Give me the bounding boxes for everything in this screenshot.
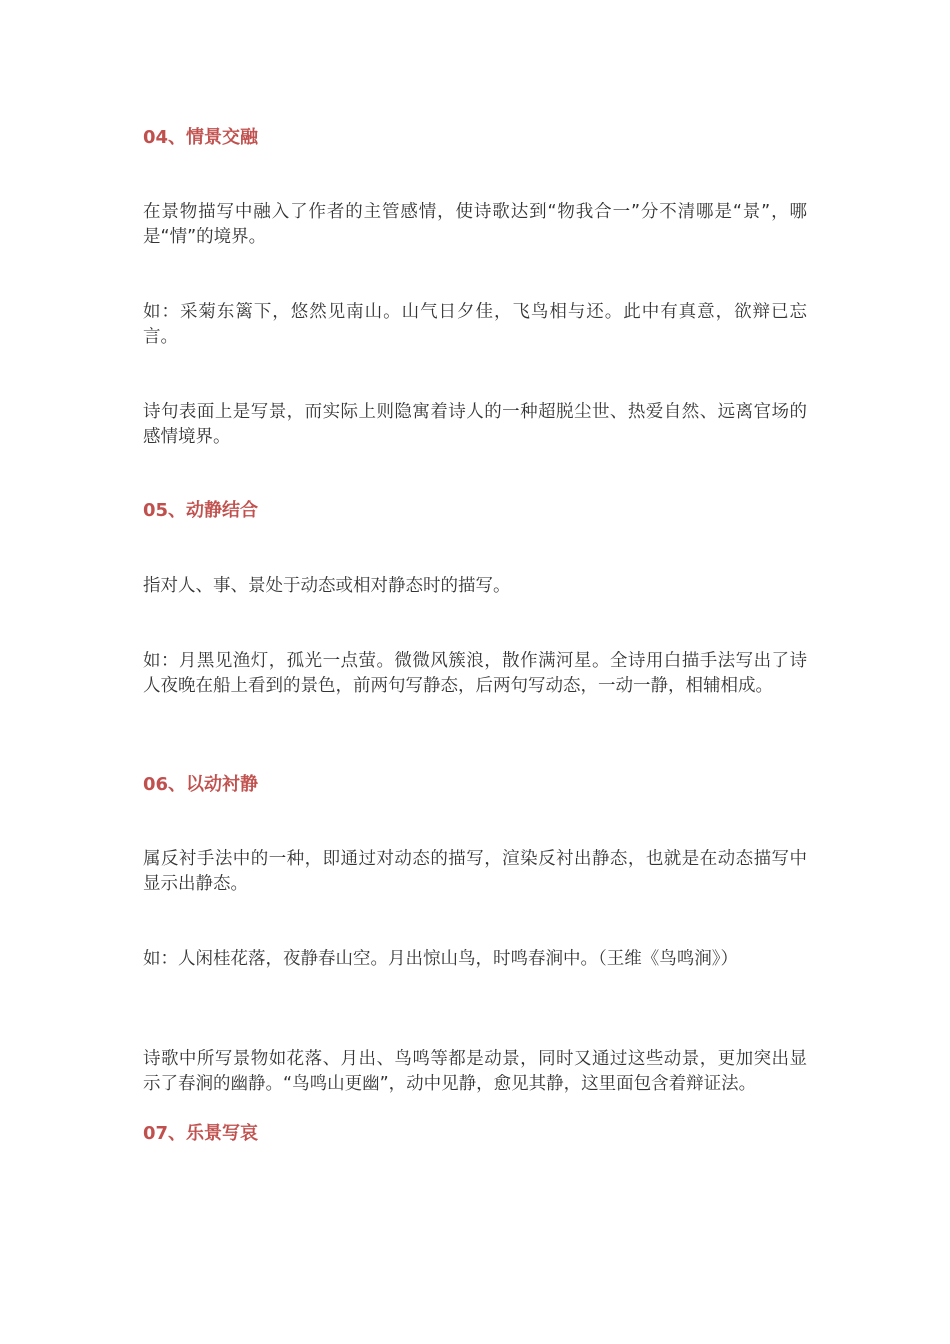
paragraph-06-analysis: 诗歌中所写景物如花落、月出、鸟鸣等都是动景，同时又通过这些动景，更加突出显示了春涧的幽静。“鸟鸣山更幽”，动中见静，愈见其静，这里面包含着辩证法。	[143, 1049, 807, 1094]
section-heading-06: 06、以动衬静	[143, 774, 259, 795]
paragraph-04-definition: 在景物描写中融入了作者的主管感情，使诗歌达到“物我合一”分不清哪是“景”，哪是“情”的境界。	[143, 202, 807, 247]
paragraph-06-example: 如：人闲桂花落，夜静春山空。月出惊山鸟，时鸣春涧中。（王维《鸟鸣涧》）	[143, 949, 738, 969]
section-heading-05: 05、动静结合	[143, 500, 259, 521]
paragraph-06-definition: 属反衬手法中的一种，即通过对动态的描写，渲染反衬出静态，也就是在动态描写中显示出静态。	[143, 849, 807, 894]
paragraph-04-example: 如：采菊东篱下，悠然见南山。山气日夕佳，飞鸟相与还。此中有真意，欲辩已忘言。	[143, 302, 807, 347]
paragraph-05-example: 如：月黑见渔灯，孤光一点萤。微微风簇浪，散作满河星。全诗用白描手法写出了诗人夜晚在船上看到的景色，前两句写静态，后两句写动态，一动一静，相辅相成。	[143, 651, 807, 696]
paragraph-05-definition: 指对人、事、景处于动态或相对静态时的描写。	[143, 576, 511, 596]
section-heading-04: 04、情景交融	[143, 127, 259, 148]
paragraph-04-analysis: 诗句表面上是写景，而实际上则隐寓着诗人的一种超脱尘世、热爱自然、远离官场的感情境界。	[143, 402, 807, 447]
section-heading-07: 07、乐景写哀	[143, 1123, 259, 1144]
